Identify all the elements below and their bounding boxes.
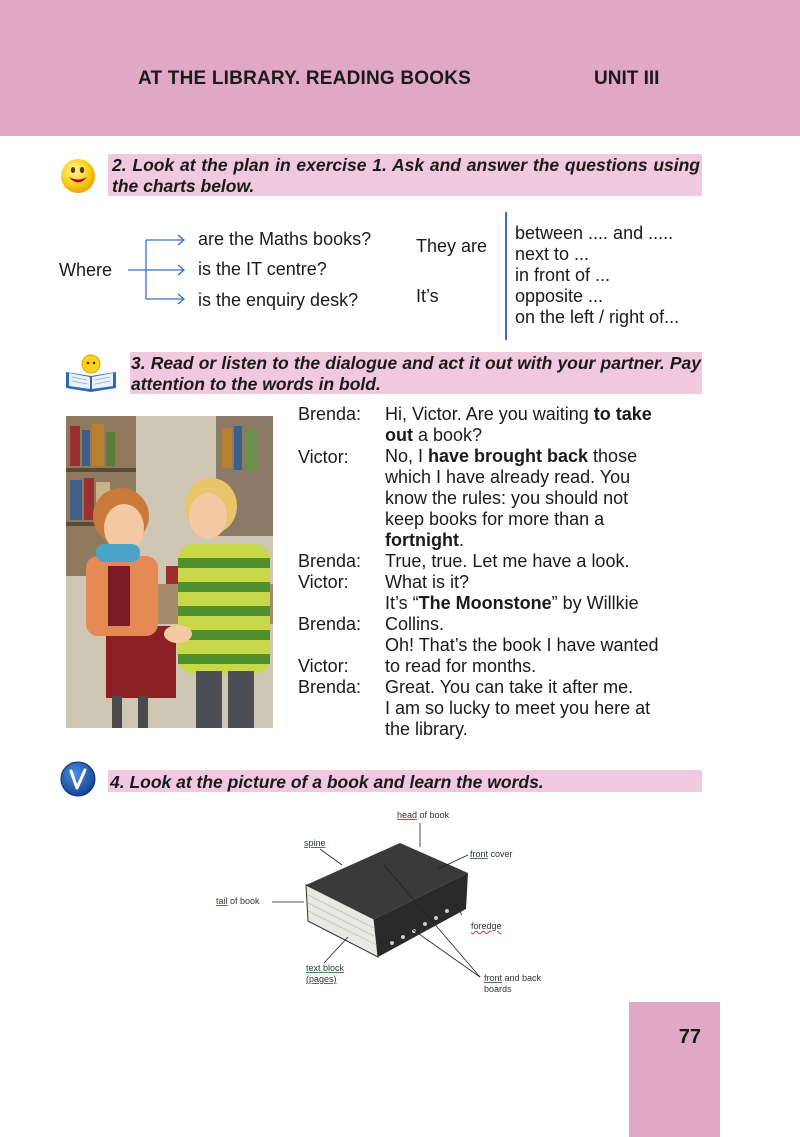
- speaker-label: Victor:: [298, 572, 349, 592]
- dialogue-line: Hi, Victor. Are you waiting to take: [385, 404, 652, 424]
- label-spine: spine: [304, 838, 326, 848]
- question-word: Where: [59, 260, 113, 280]
- dialogue-line: know the rules: you should not: [385, 488, 629, 508]
- task4-instruction: 4. Look at the picture of a book and learn the words.: [110, 772, 544, 792]
- dialogue-line: out a book?: [385, 425, 483, 445]
- preposition-option: in front of ...: [515, 265, 611, 285]
- chart-divider: [505, 212, 507, 340]
- dialogue-line: Oh! That’s the book I have wanted: [385, 635, 659, 655]
- label-tail: tail of book: [216, 896, 260, 906]
- dialogue-line: the library.: [385, 719, 468, 739]
- page-number-tab: [629, 1002, 720, 1137]
- dialogue-line: No, I have brought back those: [385, 446, 638, 466]
- speaker-label: Brenda:: [298, 677, 362, 697]
- speaker-label: Brenda:: [298, 614, 362, 634]
- vocabulary-v-icon: [60, 761, 96, 797]
- dialogue-line: True, true. Let me have a look.: [385, 551, 630, 571]
- speaker-label: Victor:: [298, 656, 349, 676]
- dialogue-line: to read for months.: [385, 656, 537, 676]
- dialogue-line: fortnight.: [385, 530, 464, 550]
- label-head: head of book: [397, 810, 450, 820]
- reading-book-icon: [63, 352, 119, 394]
- label-foredge: foredge: [471, 921, 502, 931]
- library-children-illustration: [66, 416, 273, 728]
- answer-option: They are: [416, 236, 488, 256]
- speaker-label: Victor:: [298, 447, 349, 467]
- dialogue-line: What is it?: [385, 572, 470, 592]
- label-text-block: text block (pages): [306, 963, 345, 984]
- preposition-option: between .... and .....: [515, 223, 674, 243]
- question-option: is the IT centre?: [198, 259, 327, 279]
- question-option: are the Maths books?: [198, 229, 372, 249]
- smiley-face-icon: [59, 157, 97, 195]
- task3-instruction: 3. Read or listen to the dialogue and act it out with your partner. Pay attention to the words in bold.: [131, 353, 701, 394]
- label-front-cover: front cover: [470, 849, 513, 859]
- dialogue-line: Great. You can take it after me.: [385, 677, 634, 697]
- dialogue-line: It’s “The Moonstone” by Willkie: [385, 593, 639, 613]
- question-option: is the enquiry desk?: [198, 290, 359, 310]
- dialogue-line: I am so lucky to meet you here at: [385, 698, 651, 718]
- preposition-option: opposite ...: [515, 286, 604, 306]
- unit-label: UNIT III: [594, 68, 660, 89]
- preposition-option: next to ...: [515, 244, 590, 264]
- task2-instruction: 2. Look at the plan in exercise 1. Ask and answer the questions using the charts below.: [112, 155, 700, 196]
- dialogue-line: Collins.: [385, 614, 445, 634]
- dialogue-line: keep books for more than a: [385, 509, 605, 529]
- chapter-title: AT THE LIBRARY. READING BOOKS: [138, 68, 472, 89]
- speaker-label: Brenda:: [298, 551, 362, 571]
- question-arrows: [128, 228, 190, 308]
- page-number: 77: [678, 1026, 701, 1048]
- label-boards: front and back boards: [484, 973, 542, 994]
- speaker-label: Brenda:: [298, 404, 362, 424]
- answer-option: It’s: [416, 286, 439, 306]
- preposition-option: on the left / right of...: [515, 307, 680, 327]
- dialogue-line: which I have already read. You: [385, 467, 631, 487]
